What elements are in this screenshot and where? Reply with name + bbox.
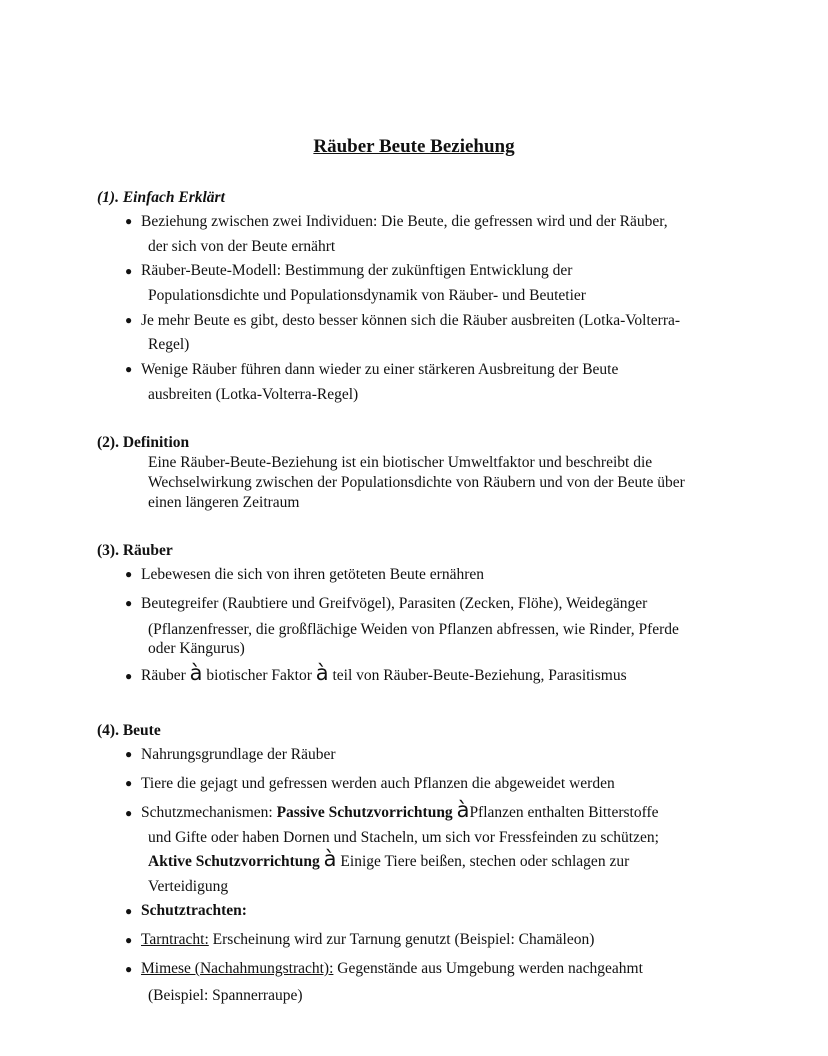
s1-bullet-3-line-2: Regel) [148,336,190,353]
s1-bullet-1-line-2: der sich von der Beute ernährt [148,238,336,255]
section-4-heading: (4). Beute [97,722,161,739]
s3-bullet-3 [141,661,627,685]
bullet-icon: ● [125,747,133,761]
active-protection-term: Aktive Schutzvorrichtung [148,853,320,870]
s3-bullet-1: Lebewesen die sich von ihren getöteten Beute ernähren [141,566,485,583]
s3-bullet-3-part-1: Räuber [141,667,186,684]
s1-bullet-4-line-2: ausbreiten (Lotka-Volterra-Regel) [148,386,359,403]
s4-bullet-5-text: Erscheinung wird zur Tarnung genutzt (Beispiel: Chamäleon) [212,931,595,948]
s1-bullet-1-line-1: Beziehung zwischen zwei Individuen: Die Beute, die gefressen wird und der Räuber, [141,213,668,230]
camouflage-term: Tarntracht: [141,931,209,948]
s4-bullet-3-line-2: und Gifte oder haben Dornen und Stacheln, um sich vor Fressfeinden zu schützen; [148,829,659,846]
arrow-icon: à [323,847,337,871]
section-2-heading: (2). Definition [97,434,190,451]
bullet-icon: ● [125,567,133,581]
s1-bullet-2-line-2: Populationsdichte und Populationsdynamik von Räuber- und Beutetier [148,287,586,304]
arrow-icon: à [189,661,203,685]
s3-bullet-2-line-2: (Pflanzenfresser, die großflächige Weiden von Pflanzen abfressen, wie Rinder, Pferde [148,621,679,638]
s4-bullet-3-line-1 [141,798,659,822]
bullet-icon: ● [125,264,133,278]
s4-bullet-2: Tiere die gejagt und gefressen werden auch Pflanzen die abgeweidet werden [141,775,615,792]
arrow-icon: à [315,661,329,685]
s4-bullet-3-label: Schutzmechanismen: [141,804,273,821]
s4-bullet-1: Nahrungsgrundlage der Räuber [141,746,336,763]
passive-protection-term: Passive Schutzvorrichtung [276,804,453,821]
s4-bullet-6-text: Gegenstände aus Umgebung werden nachgeahmt [337,960,643,977]
s3-bullet-3-part-3: teil von Räuber-Beute-Beziehung, Parasitismus [332,667,627,684]
bullet-icon: ● [125,806,133,820]
s4-bullet-3-line-4: Verteidigung [148,878,229,895]
mimesis-term: Mimese (Nachahmungstracht): [141,960,334,977]
section-3-heading: (3). Räuber [97,542,173,559]
bullet-icon: ● [125,904,133,918]
bullet-icon: ● [125,362,133,376]
s4-bullet-6-line-2: (Beispiel: Spannerraupe) [148,987,303,1004]
bullet-icon: ● [125,933,133,947]
s4-bullet-6-line-1 [141,960,643,978]
s4-bullet-3-text-1: Pflanzen enthalten Bitterstoffe [469,804,659,821]
bullet-icon: ● [125,214,133,228]
s4-bullet-5 [141,931,594,949]
s2-definition-line-2: Wechselwirkung zwischen der Populationsdichte von Räubern und von der Beute über [148,474,685,491]
s1-bullet-4-line-1: Wenige Räuber führen dann wieder zu einer stärkeren Ausbreitung der Beute [141,361,619,378]
page-title: Räuber Beute Beziehung [313,136,515,157]
s3-bullet-3-part-2: biotischer Faktor [206,667,312,684]
bullet-icon: ● [125,313,133,327]
s1-bullet-2-line-1: Räuber-Beute-Modell: Bestimmung der zukünftigen Entwicklung der [141,262,573,279]
s2-definition-line-3: einen längeren Zeitraum [148,494,300,511]
s4-bullet-3-text-2: Einige Tiere beißen, stechen oder schlagen zur [340,853,630,870]
s1-bullet-3-line-1: Je mehr Beute es gibt, desto besser können sich die Räuber ausbreiten (Lotka-Volterra- [141,312,681,329]
s2-definition-line-1: Eine Räuber-Beute-Beziehung ist ein biotischer Umweltfaktor und beschreibt die [148,454,653,471]
s4-bullet-3-line-3 [148,847,630,871]
bullet-icon: ● [125,669,133,683]
bullet-icon: ● [125,962,133,976]
s3-bullet-2-line-1: Beutegreifer (Raubtiere und Greifvögel), Parasiten (Zecken, Flöhe), Weidegänger [141,595,648,612]
bullet-icon: ● [125,596,133,610]
s3-bullet-2-line-3: oder Kängurus) [148,640,245,657]
s4-bullet-4: Schutztrachten: [141,902,247,919]
arrow-icon: à [456,798,470,822]
bullet-icon: ● [125,776,133,790]
section-1-heading: (1). Einfach Erklärt [97,189,225,206]
